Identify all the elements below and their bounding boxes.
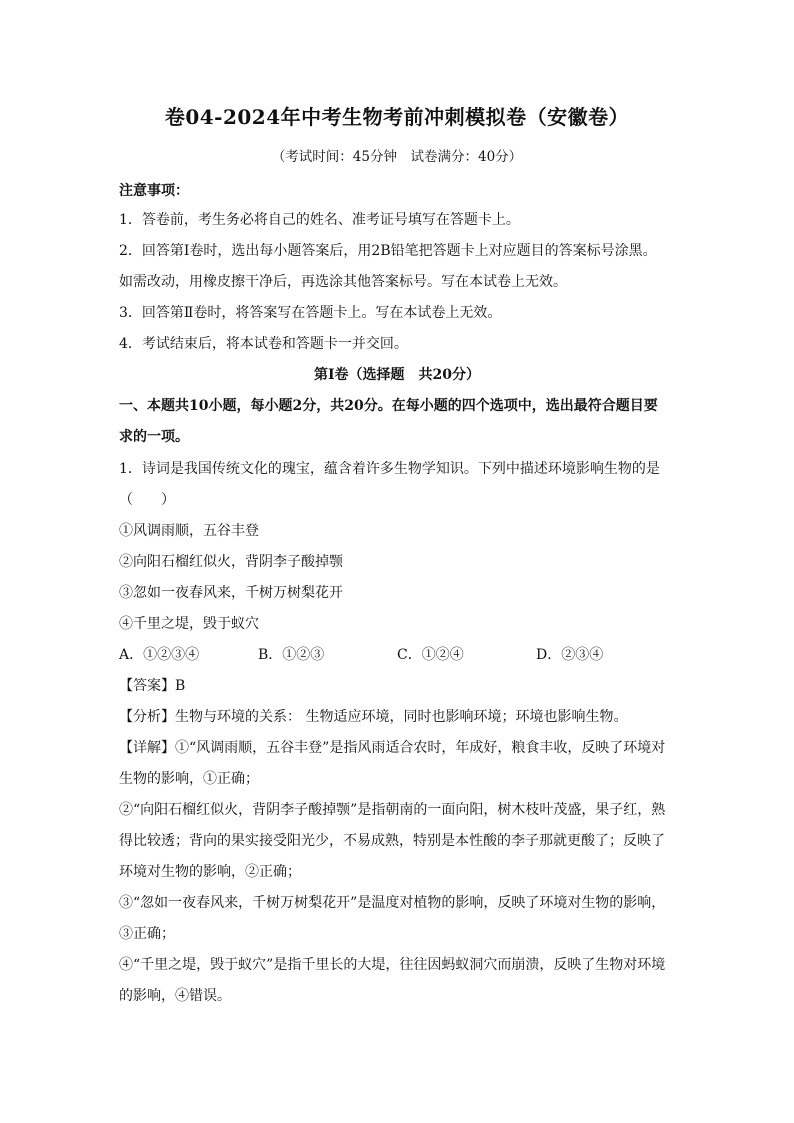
analysis-line: 【分析】生物与环境的关系： 生物适应环境，同时也影响环境；环境也影响生物。 (119, 709, 628, 725)
answer-blank: （ ） (119, 492, 175, 508)
question-item: ②向阳石榴红似火，背阴李子酸掉颚 (119, 554, 343, 570)
note-item: 1．答卷前，考生务必将自己的姓名、准考证号填写在答题卡上。 (119, 212, 520, 228)
detail-line: 的影响，④错误。 (119, 988, 231, 1004)
notes-heading: 注意事项： (119, 183, 189, 199)
note-item: 4．考试结束后，将本试卷和答题卡一并交回。 (119, 336, 408, 352)
question-item: ③忽如一夜春风来，千树万树梨花开 (119, 585, 343, 601)
note-item: 2．回答第Ⅰ卷时，选出每小题答案后，用2B铅笔把答题卡上对应题目的答案标号涂黑。 (119, 243, 657, 259)
answer-line: 【答案】B (119, 678, 186, 694)
detail-line: 【详解】①“风调雨顺，五谷丰登”是指风雨适合农时，年成好，粮食丰收，反映了环境对 (119, 740, 666, 756)
section-heading: 第Ⅰ卷（选择题 共20分） (313, 367, 481, 383)
section-instruction: 求的一项。 (119, 429, 189, 445)
detail-line: 环境对生物的影响，②正确； (119, 864, 301, 880)
note-item: 如需改动，用橡皮擦干净后，再选涂其他答案标号。写在本试卷上无效。 (119, 274, 567, 290)
detail-line: ③“忽如一夜春风来，千树万树梨花开”是温度对植物的影响，反映了环境对生物的影响， (119, 895, 666, 911)
detail-line: 生物的影响，①正确； (119, 771, 259, 787)
detail-line: ③正确； (119, 926, 175, 942)
question-item: ①风调雨顺，五谷丰登 (119, 523, 259, 539)
note-item: 3．回答第Ⅱ卷时，将答案写在答题卡上。写在本试卷上无效。 (119, 305, 502, 321)
detail-line: ④“千里之堤，毁于蚁穴”是指千里长的大堤，往往因蚂蚁洞穴而崩溃，反映了生物对环境 (119, 957, 666, 973)
option-a: A．①②③④ (119, 647, 200, 663)
question-item: ④千里之堤，毁于蚁穴 (119, 616, 259, 632)
page-subtitle: （考试时间：45分钟 试卷满分：40分） (271, 149, 523, 165)
option-d: D．②③④ (536, 647, 604, 663)
option-b: B．①②③ (258, 647, 325, 663)
question-stem: 1．诗词是我国传统文化的瑰宝，蕴含着许多生物学知识。下列中描述环境影响生物的是 (119, 461, 660, 477)
page-title: 卷04-2024年中考生物考前冲刺模拟卷（安徽卷） (164, 105, 630, 129)
detail-line: ②“向阳石榴红似火，背阴李子酸掉颚”是指朝南的一面向阳，树木枝叶茂盛，果子红，熟 (119, 802, 666, 818)
option-c: C．①②④ (397, 647, 464, 663)
detail-line: 得比较透；背向的果实接受阳光少，不易成熟，特别是本性酸的李子那就更酸了；反映了 (119, 833, 665, 849)
section-instruction: 一、本题共10小题，每小题2分，共20分。在每小题的四个选项中，选出最符合题目要 (119, 398, 658, 414)
